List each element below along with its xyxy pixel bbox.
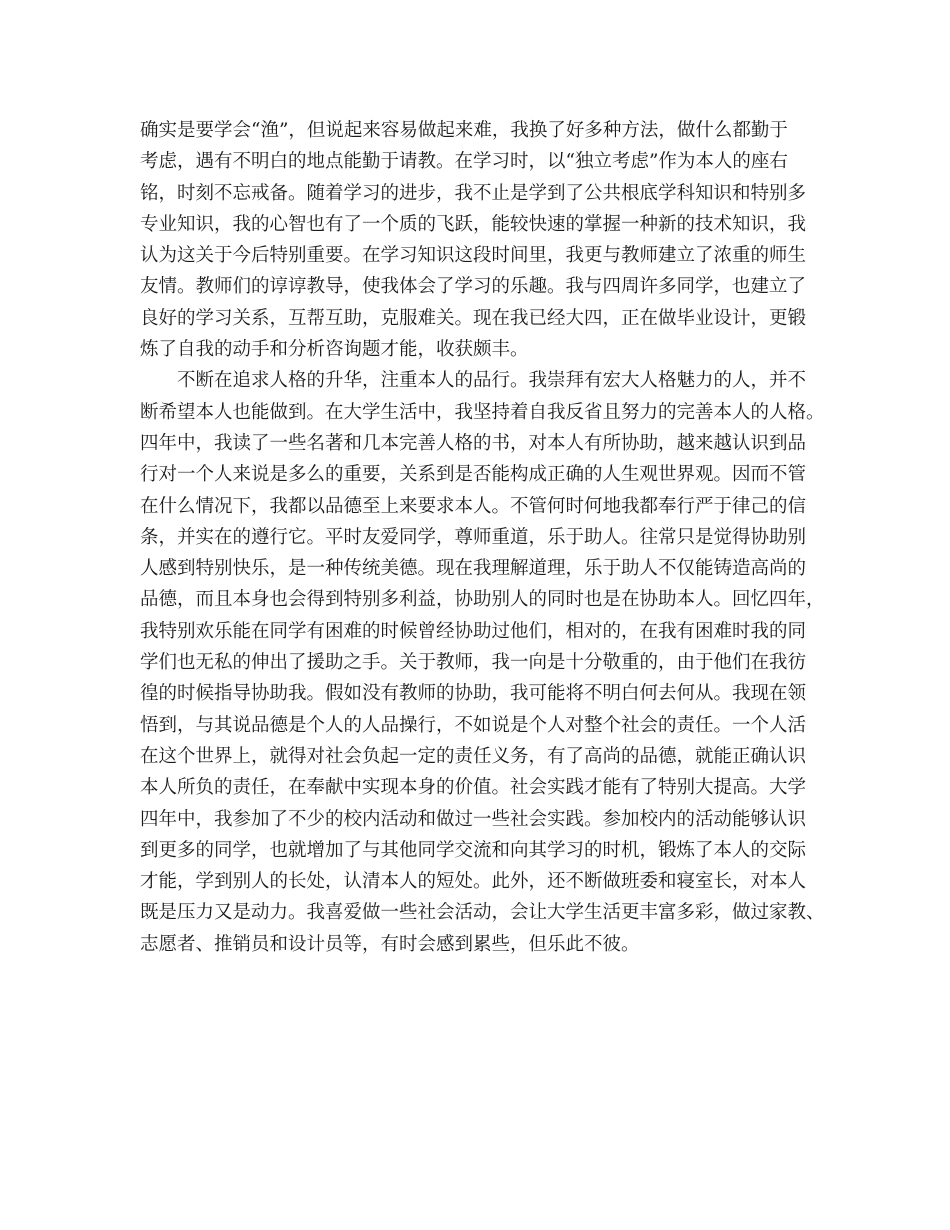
text-line: 四年中，我读了一些名著和几本完善人格的书，对本人有所协助，越来越认识到品	[140, 432, 807, 454]
text-line: 良好的学习关系，互帮互助，克服难关。现在我已经大四，正在做毕业设计，更锻	[140, 307, 807, 329]
text-line: 四年中，我参加了不少的校内活动和做过一些社会实践。参加校内的活动能够认识	[140, 808, 807, 830]
text-line: 铭，时刻不忘戒备。随着学习的进步，我不止是学到了公共根底学科知识和特别多	[140, 182, 807, 204]
text-line: 断希望本人也能做到。在大学生活中，我坚持着自我反省且努力的完善本人的人格。	[140, 401, 825, 423]
paragraph-2	[140, 365, 830, 960]
text-line: 徨的时候指导协助我。假如没有教师的协助，我可能将不明白何去何从。我现在领	[140, 683, 807, 705]
text-line: 炼了自我的动手和分析咨询题才能，收获颇丰。	[140, 339, 529, 361]
text-line: 品德，而且本身也会得到特别多利益，协助别人的同时也是在协助本人。回忆四年，	[140, 589, 825, 611]
text-line: 本人所负的责任，在奉献中实现本身的价值。社会实践才能有了特别大提高。大学	[140, 777, 807, 799]
text-line: 在什么情况下，我都以品德至上来要求本人。不管何时何地我都奉行严于律己的信	[140, 495, 807, 517]
text-line: 到更多的同学，也就增加了与其他同学交流和向其学习的时机，锻炼了本人的交际	[140, 839, 807, 861]
text-line: 行对一个人来说是多么的重要，关系到是否能构成正确的人生观世界观。因而不管	[140, 464, 807, 486]
text-line: 友情。教师们的谆谆教导，使我体会了学习的乐趣。我与四周许多同学，也建立了	[140, 276, 807, 298]
text-line: 不断在追求人格的升华，注重本人的品行。我崇拜有宏大人格魅力的人，并不	[177, 370, 807, 392]
text-line: 确实是要学会“渔”，但说起来容易做起来难，我换了好多种方法，做什么都勤于	[140, 120, 788, 141]
text-line: 条，并实在的遵行它。平时友爱同学，尊师重道，乐于助人。往常只是觉得协助别	[140, 526, 807, 548]
text-line: 人感到特别快乐，是一种传统美德。现在我理解道理，乐于助人不仅能铸造高尚的	[140, 558, 807, 580]
text-line: 在这个世界上，就得对社会负起一定的责任义务，有了高尚的品德，就能正确认识	[140, 745, 807, 767]
document-body	[140, 115, 830, 960]
text-line: 认为这关于今后特别重要。在学习知识这段时间里，我更与教师建立了浓重的师生	[140, 245, 807, 267]
text-line: 悟到，与其说品德是个人的人品操行，不如说是个人对整个社会的责任。一个人活	[140, 714, 807, 736]
text-line: 考虑，遇有不明白的地点能勤于请教。在学习时，以“独立考虑”作为本人的座右	[140, 151, 788, 173]
text-line: 学们也无私的伸出了援助之手。关于教师，我一向是十分敬重的，由于他们在我彷	[140, 652, 807, 674]
paragraph-1	[140, 115, 830, 365]
text-line: 既是压力又是动力。我喜爱做一些社会活动，会让大学生活更丰富多彩，做过家教、	[140, 902, 825, 924]
text-line: 专业知识，我的心智也有了一个质的飞跃，能较快速的掌握一种新的技术知识，我	[140, 213, 807, 235]
text-line: 我特别欢乐能在同学有困难的时候曾经协助过他们，相对的，在我有困难时我的同	[140, 620, 807, 642]
text-line: 志愿者、推销员和设计员等，有时会感到累些，但乐此不彼。	[140, 933, 640, 955]
text-line: 才能，学到别人的长处，认清本人的短处。此外，还不断做班委和寝室长，对本人	[140, 871, 807, 893]
